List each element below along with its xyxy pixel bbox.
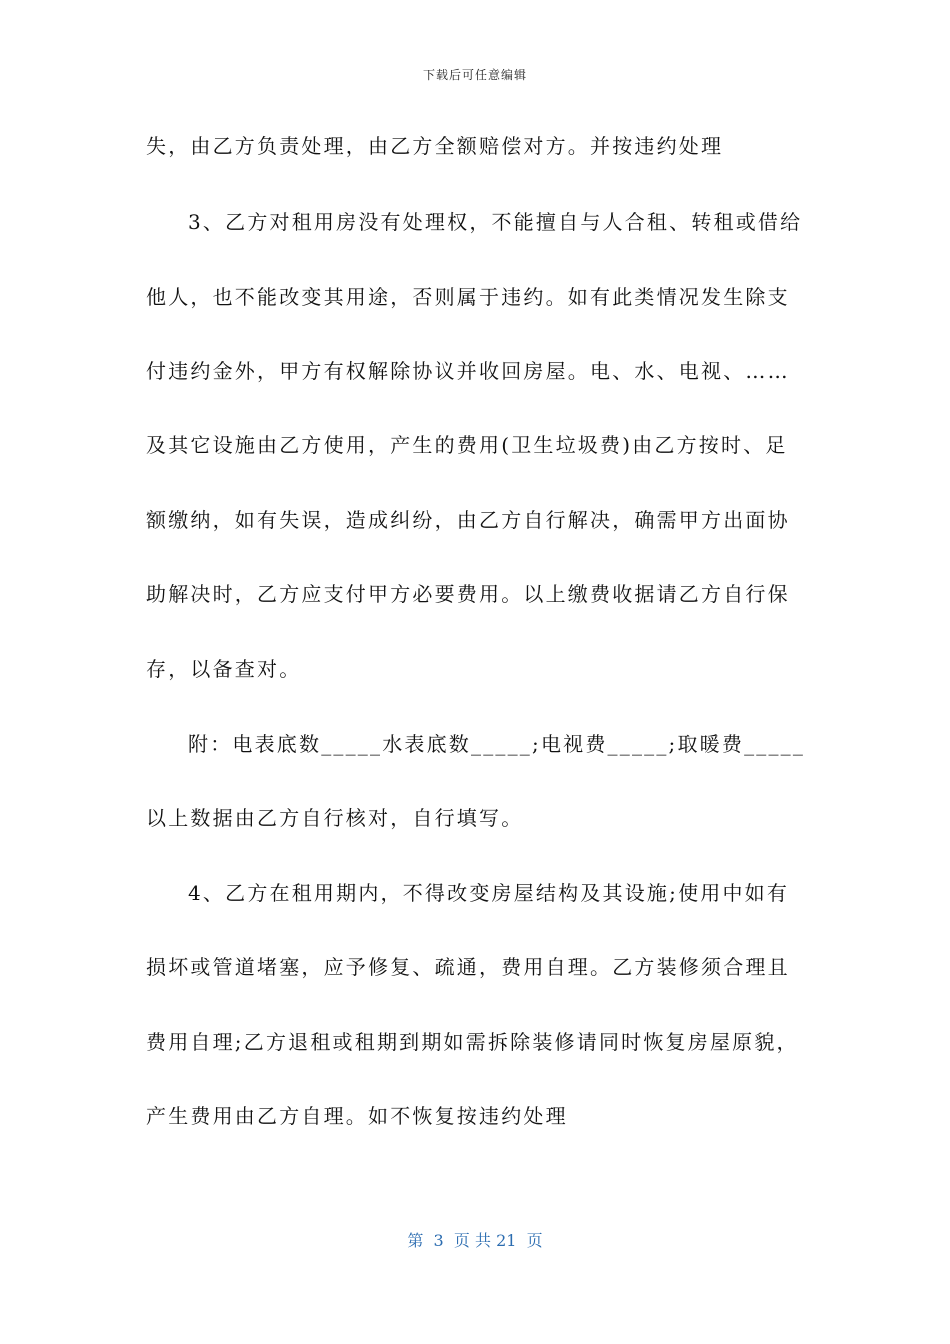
page-number-footer: 第 3 页 共 21 页 [407, 1231, 543, 1250]
page-header: 下载后可任意编辑 [422, 68, 527, 82]
text-line: 付违约金外，甲方有权解除协议并收回房屋。电、水、电视、…… [146, 359, 790, 383]
text-line: 产生费用由乙方自理。如不恢复按违约处理 [146, 1104, 568, 1128]
text-line: 及其它设施由乙方使用，产生的费用(卫生垃圾费)由乙方按时、足 [146, 433, 788, 457]
text-line: 助解决时，乙方应支付甲方必要费用。以上缴费收据请乙方自行保 [146, 582, 790, 606]
text-line: 附：电表底数_____水表底数_____;电视费_____;取暖费_____ [188, 732, 806, 756]
text-line: 他人，也不能改变其用途，否则属于违约。如有此类情况发生除支 [146, 285, 790, 309]
text-line: 损坏或管道堵塞，应予修复、疏通，费用自理。乙方装修须合理且 [146, 955, 790, 979]
text-line: 4、乙方在租用期内，不得改变房屋结构及其设施;使用中如有 [188, 881, 790, 905]
text-line: 费用自理;乙方退租或租期到期如需拆除装修请同时恢复房屋原貌， [146, 1030, 799, 1054]
text-line: 3、乙方对租用房没有处理权，不能擅自与人合租、转租或借给 [188, 210, 803, 234]
text-line: 以上数据由乙方自行核对，自行填写。 [146, 806, 524, 830]
text-line: 额缴纳，如有失误，造成纠纷，由乙方自行解决，确需甲方出面协 [146, 508, 790, 532]
text-line: 失，由乙方负责处理，由乙方全额赔偿对方。并按违约处理 [146, 134, 724, 158]
text-line: 存，以备查对。 [146, 657, 302, 681]
